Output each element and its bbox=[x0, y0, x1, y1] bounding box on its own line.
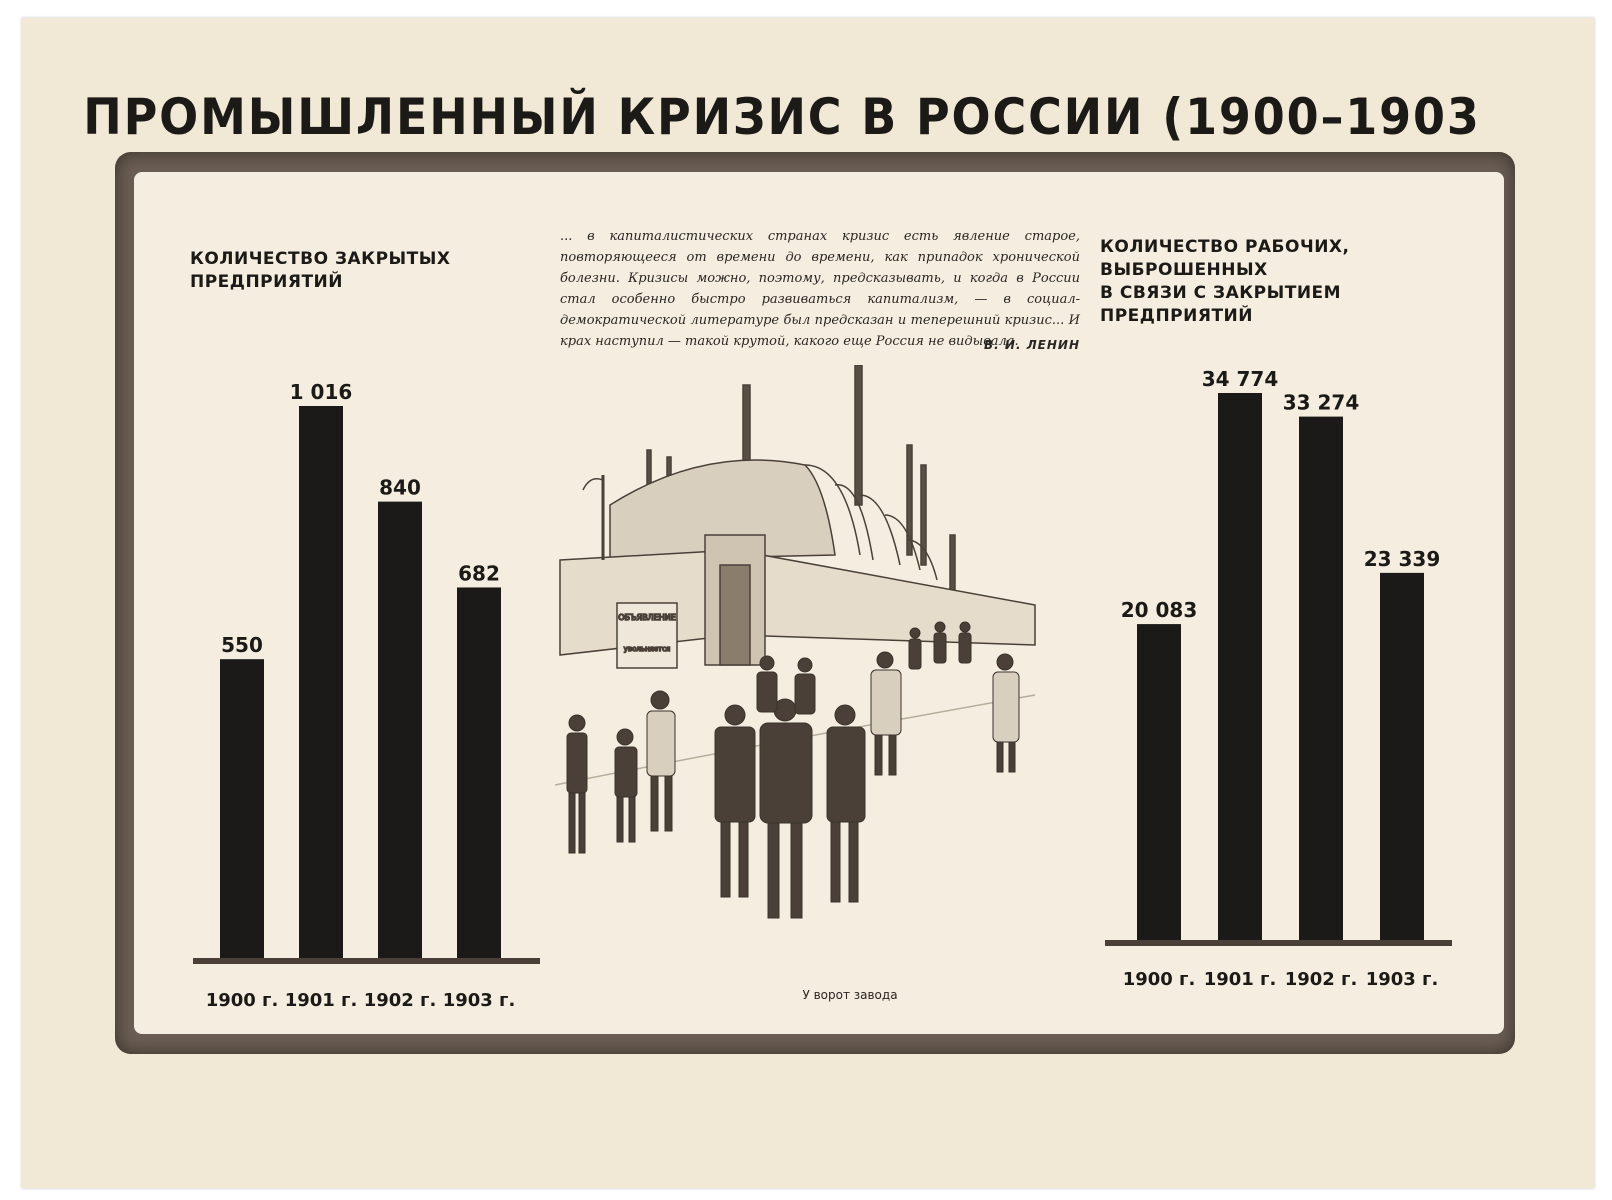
left-chart-title: КОЛИЧЕСТВО ЗАКРЫТЫХ ПРЕДПРИЯТИЙ bbox=[190, 249, 451, 292]
chimney-icon bbox=[855, 365, 862, 505]
arch-icon bbox=[860, 495, 900, 565]
right-chart-title-line-1: КОЛИЧЕСТВО РАБОЧИХ, ВЫБРОШЕННЫХ bbox=[1100, 237, 1350, 280]
category-label-1: 1901 г. bbox=[284, 990, 358, 1011]
worker-figure-icon bbox=[647, 691, 675, 831]
worker-figure-icon bbox=[909, 628, 921, 669]
factory-gate-illustration bbox=[555, 365, 1075, 935]
bar-value-label-2: 33 274 bbox=[1282, 390, 1360, 415]
category-label-0: 1900 г. bbox=[205, 990, 279, 1011]
category-label-2: 1902 г. bbox=[363, 990, 437, 1011]
bar-2 bbox=[1299, 417, 1343, 940]
bar-value-label-2: 840 bbox=[379, 475, 421, 500]
worker-figure-icon bbox=[959, 622, 971, 663]
worker-figure-icon bbox=[760, 699, 812, 918]
worker-figure-icon bbox=[993, 654, 1019, 772]
worker-figure-icon bbox=[871, 652, 901, 775]
worker-figure-icon bbox=[827, 705, 865, 902]
right-chart-title-line-2: В СВЯЗИ С ЗАКРЫТИЕМ ПРЕДПРИЯТИЙ bbox=[1100, 283, 1342, 326]
bar-value-label-3: 23 339 bbox=[1363, 546, 1441, 571]
category-label-0: 1900 г. bbox=[1122, 969, 1196, 990]
bar-value-label-3: 682 bbox=[458, 561, 500, 586]
worker-figure-icon bbox=[934, 622, 946, 663]
illustration-caption: У ворот завода bbox=[802, 988, 898, 1002]
bar-value-label-1: 1 016 bbox=[289, 380, 353, 404]
bar-value-label-1: 34 774 bbox=[1201, 367, 1279, 391]
lenin-quote: ... в капиталистических странах кризис есть явление старое, повторяющееся от времени до времени, как припадок хронической болезни. Кризисы можно, поэтому, предсказывать, и когда в России стал особенно быстро развиваться капитализм, — в социал-демократической литературе был предсказан и теперешний кризис... И крах наступил — такой крутой, какого еще Россия не видывала. bbox=[560, 229, 1080, 349]
quote-author: В. И. ЛЕНИН bbox=[984, 338, 1080, 352]
page-title: ПРОМЫШЛЕННЫЙ КРИЗИС В РОССИИ (1900–1903 bbox=[83, 88, 1481, 146]
category-label-3: 1903 г. bbox=[442, 990, 516, 1011]
notice-subtext: увольняется bbox=[623, 645, 671, 653]
worker-figure-icon bbox=[795, 658, 815, 714]
category-label-2: 1902 г. bbox=[1284, 969, 1358, 990]
gate-doorway-icon bbox=[720, 565, 750, 665]
category-label-3: 1903 г. bbox=[1365, 969, 1439, 990]
chart-baseline bbox=[1105, 940, 1452, 946]
arch-icon bbox=[885, 515, 920, 570]
lamp-arm-icon bbox=[583, 479, 603, 490]
bar-1 bbox=[1218, 393, 1262, 940]
bar-3 bbox=[1380, 573, 1424, 940]
category-label-1: 1901 г. bbox=[1203, 969, 1277, 990]
chimney-icon bbox=[950, 535, 955, 595]
worker-figure-icon bbox=[715, 705, 755, 897]
worker-figure-icon bbox=[567, 715, 587, 853]
worker-figure-icon bbox=[757, 656, 777, 712]
bar-value-label-0: 20 083 bbox=[1120, 598, 1198, 623]
bar-value-label-0: 550 bbox=[221, 633, 263, 658]
notice-title: ОБЪЯВЛЕНИЕ bbox=[618, 613, 676, 622]
worker-figure-icon bbox=[615, 729, 637, 842]
bar-0 bbox=[1137, 624, 1181, 940]
